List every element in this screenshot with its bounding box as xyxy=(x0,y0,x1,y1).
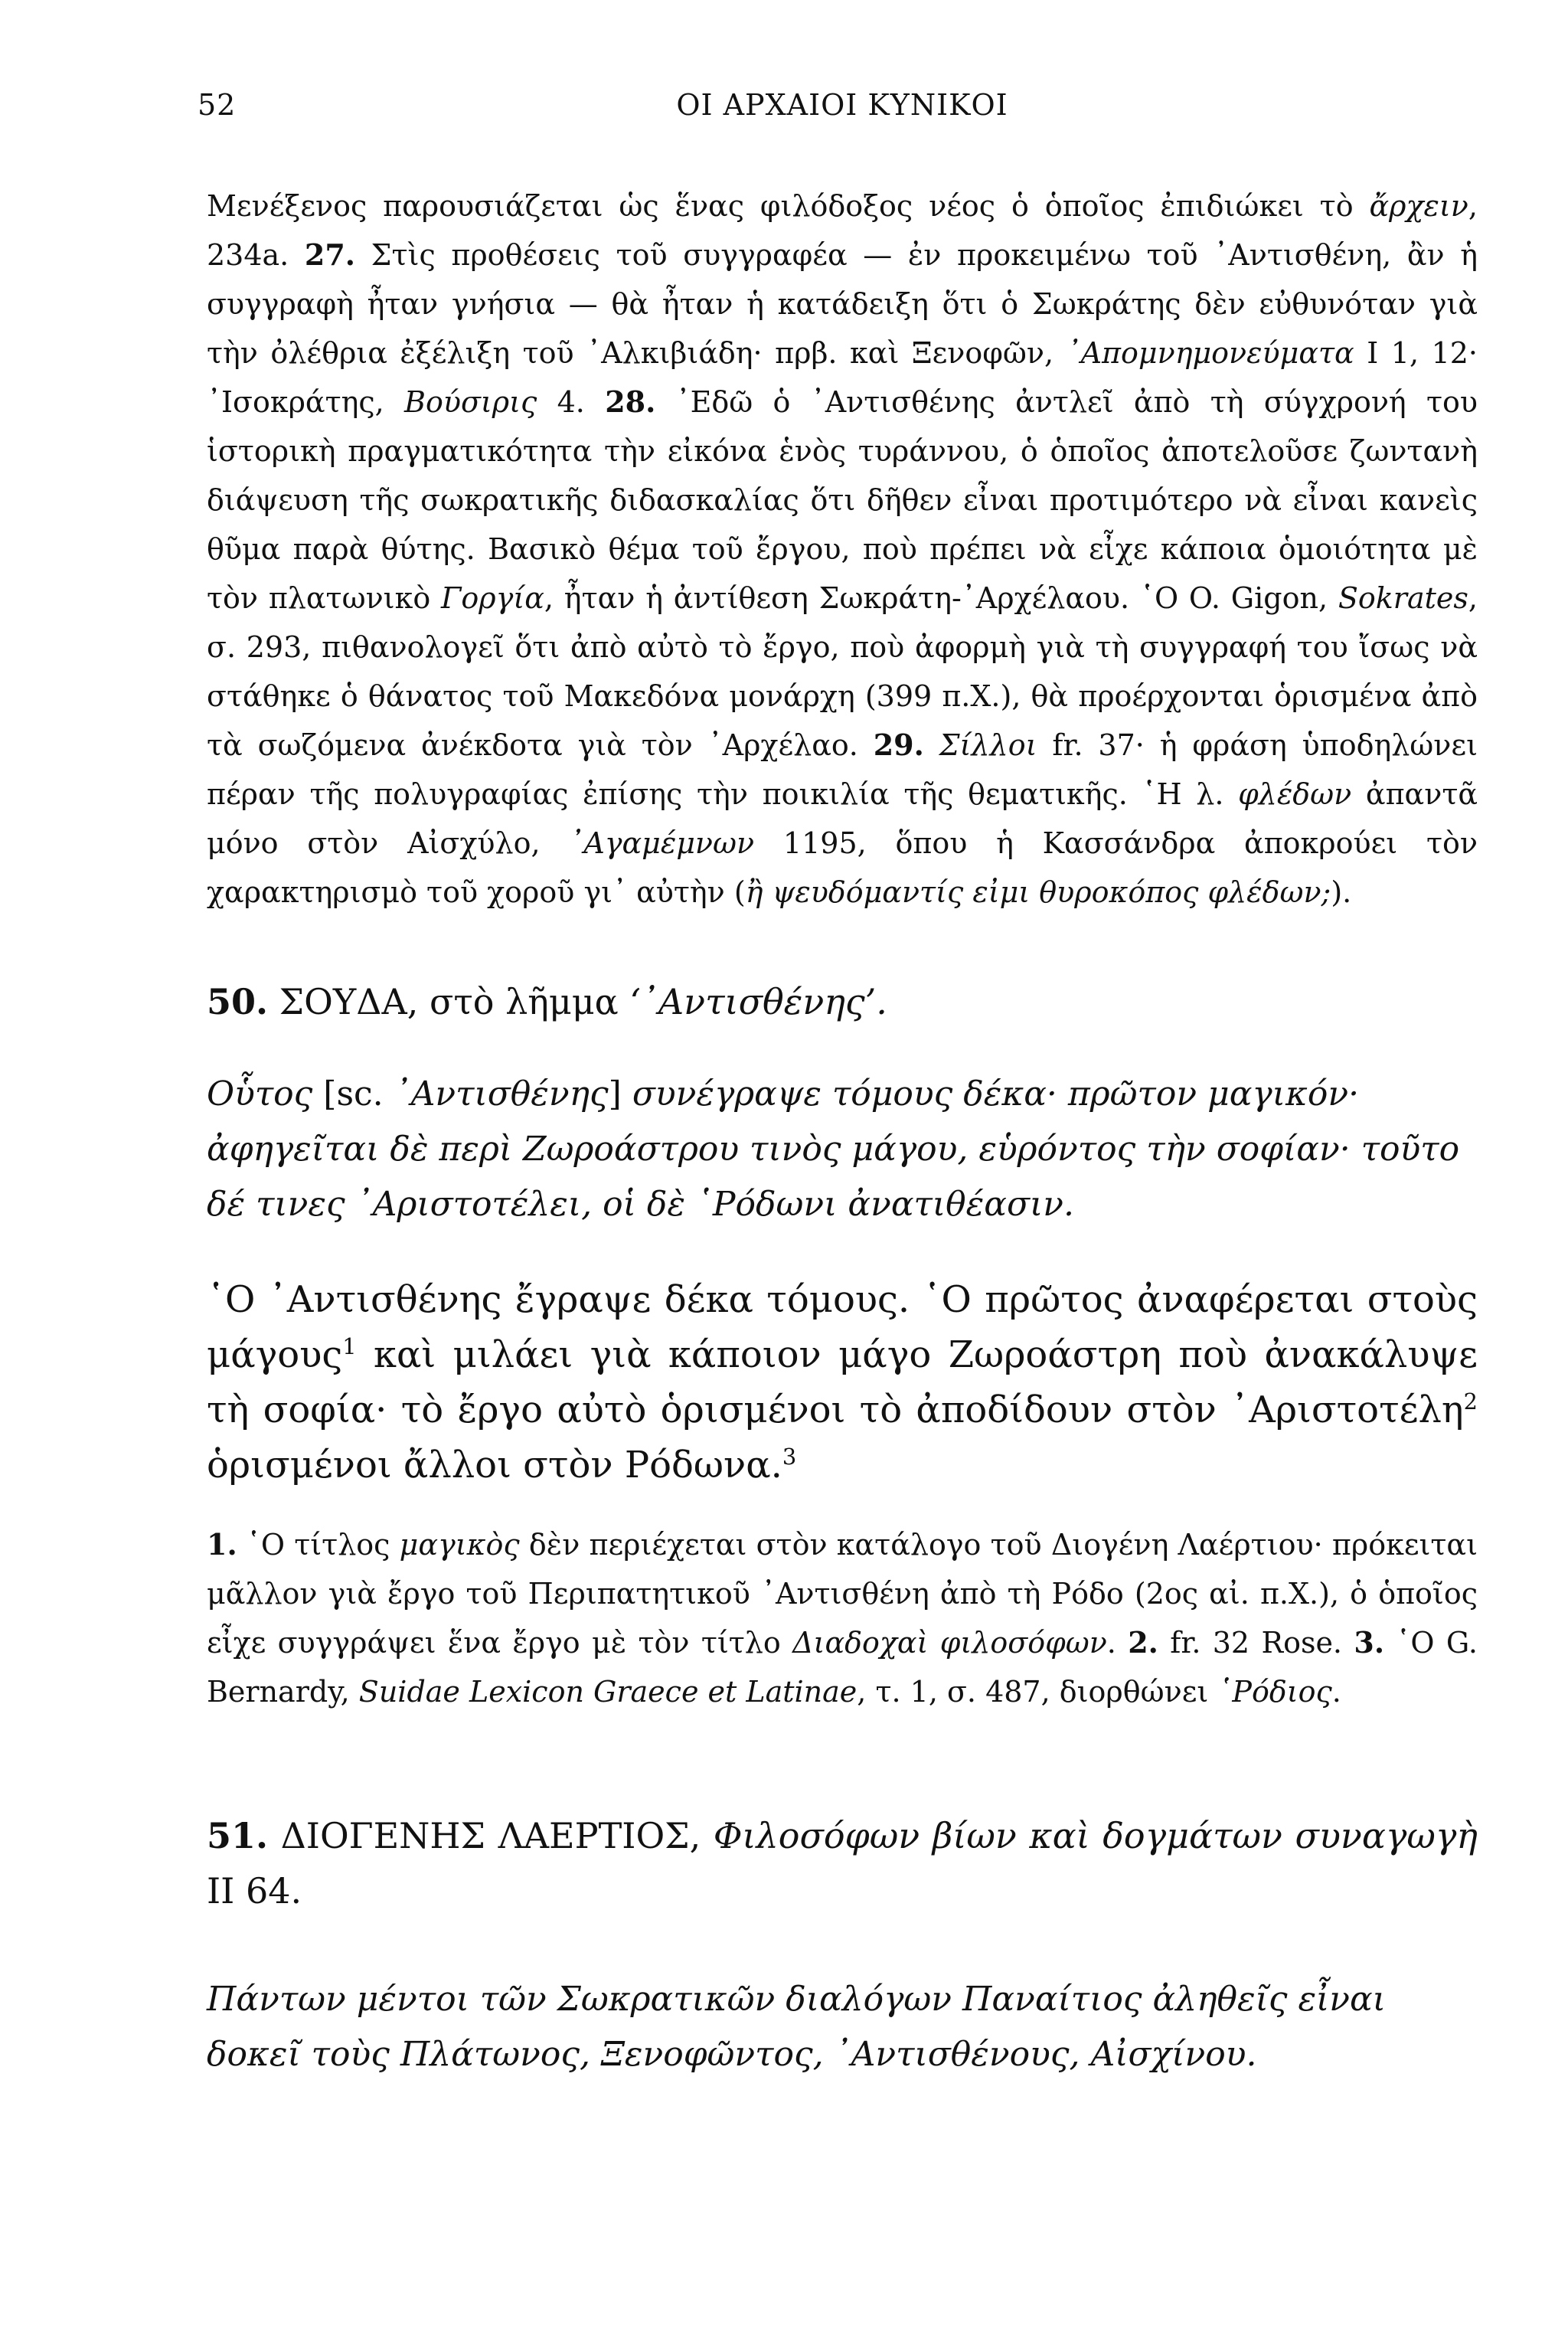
entry-number: 51. xyxy=(207,1815,269,1856)
notes-continued: Μενέξενος παρουσιάζεται ὡς ἕνας φιλόδοξος νέος ὁ ὁποῖος ἐπιδιώκει τὸ ἄρχειν, 234a. 27. Στὶς προθέσεις τοῦ συγγραφέα — ἐν προκειμένω τοῦ ᾿Αντισθένη, ἂν ἡ συγγραφὴ ἦταν γνήσια — θὰ ἦταν ἡ κατάδειξη ὅτι ὁ Σωκράτης δὲν εὐθυνόταν γιὰ τὴν ὀλέθρια ἐξέλιξη τοῦ ᾿Αλκιβιάδη· πρβ. καὶ Ξενοφῶν, ᾿Απομνημονεύματα Ι 1, 12· ᾿Ισοκράτης, Βούσιρις 4. 28. ᾿Εδῶ ὁ ᾿Αντισθένης ἀντλεῖ ἀπὸ τὴ σύγχρονή του ἱστορικὴ πραγματικότητα τὴν εἰκόνα ἑνὸς τυράννου, ὁ ὁποῖος ἀποτελοῦσε ζωντανὴ διάψευση τῆς σωκρατικῆς διδασκαλίας ὅτι δῆθεν εἶναι προτιμότερο νὰ εἶναι κανεὶς θῦμα παρὰ θύτης. Βασικὸ θέμα τοῦ ἔργου, ποὺ πρέπει νὰ εἶχε κάποια ὁμοιότητα μὲ τὸν πλατωνικὸ Γοργία, ἦταν ἡ ἀντίθεση Σωκράτη-᾿Αρχέλαου. ῾Ο O. Gigon, Sokrates, σ. 293, πιθανολογεῖ ὅτι ἀπὸ αὐτὸ τὸ ἔργο, ποὺ ἀφορμὴ γιὰ τὴ συγγραφή του ἴσως νὰ στάθηκε ὁ θάνατος τοῦ Μακεδόνα μονάρχη (399 π.Χ.), θὰ προέρχονται ὁρισμένα ἀπὸ τὰ σωζόμενα ἀνέκδοτα γιὰ τὸν ᾿Αρχέλαο. 29. Σίλλοι fr. 37· ἡ φράση ὑποδηλώνει πέραν τῆς πολυγραφίας ἐπίσης τὴν ποικιλία τῆς θεματικῆς. ῾Η λ. φλέδων ἀπαντᾶ μόνο στὸν Αἰσχύλο, ᾿Αγαμέμνων 1195, ὅπου ἡ Κασσάνδρα ἀποκρούει τὸν χαρακτηρισμὸ τοῦ χοροῦ γι᾿ αὐτὴν (ἢ ψευδόμαντίς εἰμι θυροκόπος φλέδων;). xyxy=(207,189,1478,909)
footnote-ref-1: 1 xyxy=(342,1333,357,1359)
running-title: ΟΙ ΑΡΧΑΙΟΙ ΚΥΝΙΚΟΙ xyxy=(676,88,1008,122)
running-header xyxy=(198,88,1478,134)
entry-51-heading: 51. ΔΙΟΓΕΝΗΣ ΛΑΕΡΤΙΟΣ, Φιλοσόφων βίων καὶ δογμάτων συναγωγὴ ΙΙ 64. xyxy=(207,1815,1478,1912)
page xyxy=(198,88,1478,2082)
note-number-28: 28. xyxy=(605,384,656,419)
footnote-ref-2: 2 xyxy=(1463,1388,1478,1415)
entry-51-quote: Πάντων μέντοι τῶν Σωκρατικῶν διαλόγων Παναίτιος ἀληθεῖς εἶναι δοκεῖ τοὺς Πλάτωνος, Ξενοφῶντος, ᾿Αντισθένους, Αἰσχίνου. xyxy=(207,1980,1387,2074)
entry-50-footnotes: 1. ῾Ο τίτλος μαγικὸς δὲν περιέχεται στὸν κατάλογο τοῦ Διογένη Λαέρτιου· πρόκειται μᾶλλον γιὰ ἔργο τοῦ Περιπατητικοῦ ᾿Αντισθένη ἀπὸ τὴ Ρόδο (2ος αἰ. π.Χ.), ὁ ὁποῖος εἶχε συγγράψει ἕνα ἔργο μὲ τὸν τίτλο Διαδοχαὶ φιλοσόφων. 2. fr. 32 Rose. 3. ῾Ο G. Bernardy, Suidae Lexicon Graece et Latinae, τ. 1, σ. 487, διορθώνει ῾Ρόδιος. xyxy=(207,1527,1478,1709)
entry-50-quote: Οὗτος [sc. ᾿Αντισθένης] συνέγραψε τόμους δέκα· πρῶτον μαγικόν· ἀφηγεῖται δὲ περὶ Ζωροάστρου τινὸς μάγου, εὑρόντος τὴν σοφίαν· τοῦτο δέ τινες ᾿Αριστοτέλει, οἱ δὲ ῾Ρόδωνι ἀνατιθέασιν. xyxy=(207,1074,1460,1224)
entry-50-translation: ῾Ο ᾿Αντισθένης ἔγραψε δέκα τόμους. ῾Ο πρῶτος ἀναφέρεται στοὺς μάγους$^1$ καὶ μιλάει γιὰ κάποιον μάγο Ζωροάστρη ποὺ ἀνακάλυψε τὴ σοφία· τὸ ἔργο αὐτὸ ὁρισμένοι τὸ ἀποδίδουν στὸν ᾿Αριστοτέλη$^2$ ὁρισμένοι ἄλλοι στὸν Ρόδωνα.$^3$ xyxy=(207,1278,1478,1486)
note-number-29: 29. xyxy=(873,728,924,762)
entry-number: 50. xyxy=(207,981,269,1022)
entry-50-heading: 50. ΣΟΥΔΑ, στὸ λῆμμα ‘᾿Αντισθένης’. xyxy=(207,981,887,1022)
footnote-ref-3: 3 xyxy=(782,1444,797,1470)
note-number-27: 27. xyxy=(304,237,356,272)
page-number: 52 xyxy=(198,88,237,122)
